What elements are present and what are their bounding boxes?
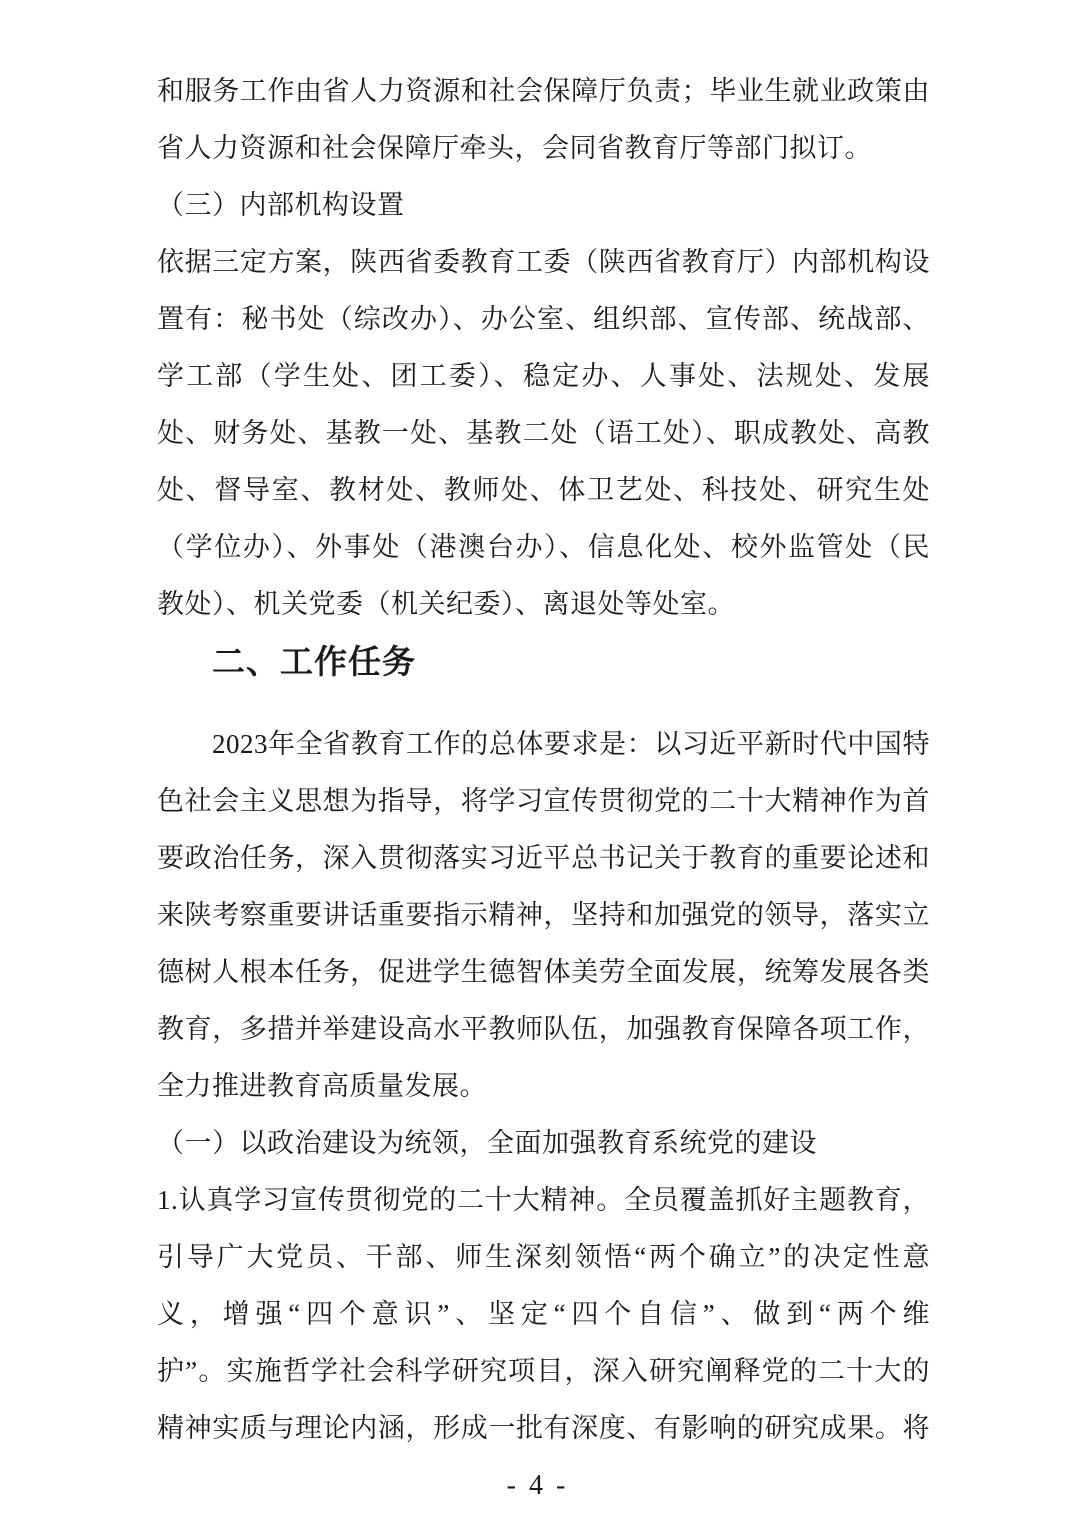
text-line: 置有：秘书处（综改办）、办公室、组织部、宣传部、统战部、 xyxy=(157,304,930,334)
text-line: 2023年全省教育工作的总体要求是：以习近平新时代中国特 xyxy=(212,729,930,759)
text-line: 处、财务处、基教一处、基教二处（语工处）、职成教处、高教 xyxy=(157,418,930,448)
text-line: 依据三定方案，陕西省委教育工委（陕西省教育厅）内部机构设 xyxy=(157,247,930,277)
text-line: 教育，多措并举建设高水平教师队伍，加强教育保障各项工作， xyxy=(157,1014,930,1044)
text-line: （一）以政治建设为统领，全面加强教育系统党的建设 xyxy=(157,1128,817,1158)
text-line: 精神实质与理论内涵，形成一批有深度、有影响的研究成果。将 xyxy=(157,1413,930,1443)
text-line: （学位办）、外事处（港澳台办）、信息化处、校外监管处（民 xyxy=(157,532,930,562)
text-line: 义，增强“四个意识”、坚定“四个自信”、做到“两个维 xyxy=(157,1299,930,1329)
text-line: 学工部（学生处、团工委）、稳定办、人事处、法规处、发展 xyxy=(157,361,930,391)
text-line: （三）内部机构设置 xyxy=(157,190,405,220)
text-line: 1.认真学习宣传贯彻党的二十大精神。全员覆盖抓好主题教育， xyxy=(157,1185,930,1215)
text-line: 和服务工作由省人力资源和社会保障厅负责；毕业生就业政策由 xyxy=(157,76,930,106)
text-line: 省人力资源和社会保障厅牵头，会同省教育厅等部门拟订。 xyxy=(157,133,872,163)
text-line: 来陕考察重要讲话重要指示精神，坚持和加强党的领导，落实立 xyxy=(157,900,930,930)
text-line: 德树人根本任务，促进学生德智体美劳全面发展，统筹发展各类 xyxy=(157,957,930,987)
text-line: 护”。实施哲学社会科学研究项目，深入研究阐释党的二十大的 xyxy=(157,1356,930,1386)
text-line: 要政治任务，深入贯彻落实习近平总书记关于教育的重要论述和 xyxy=(157,843,930,873)
text-line: 处、督导室、教材处、教师处、体卫艺处、科技处、研究生处 xyxy=(157,475,930,505)
page-number: - 4 - xyxy=(506,1470,569,1501)
text-line: 教处）、机关党委（机关纪委）、离退处等处室。 xyxy=(157,589,735,619)
section-heading: 二、工作任务 xyxy=(212,643,416,680)
text-line: 引导广大党员、干部、师生深刻领悟“两个确立”的决定性意 xyxy=(157,1242,930,1272)
document-body xyxy=(157,63,930,1457)
text-line: 色社会主义思想为指导，将学习宣传贯彻党的二十大精神作为首 xyxy=(157,786,930,816)
text-line: 全力推进教育高质量发展。 xyxy=(157,1071,487,1101)
